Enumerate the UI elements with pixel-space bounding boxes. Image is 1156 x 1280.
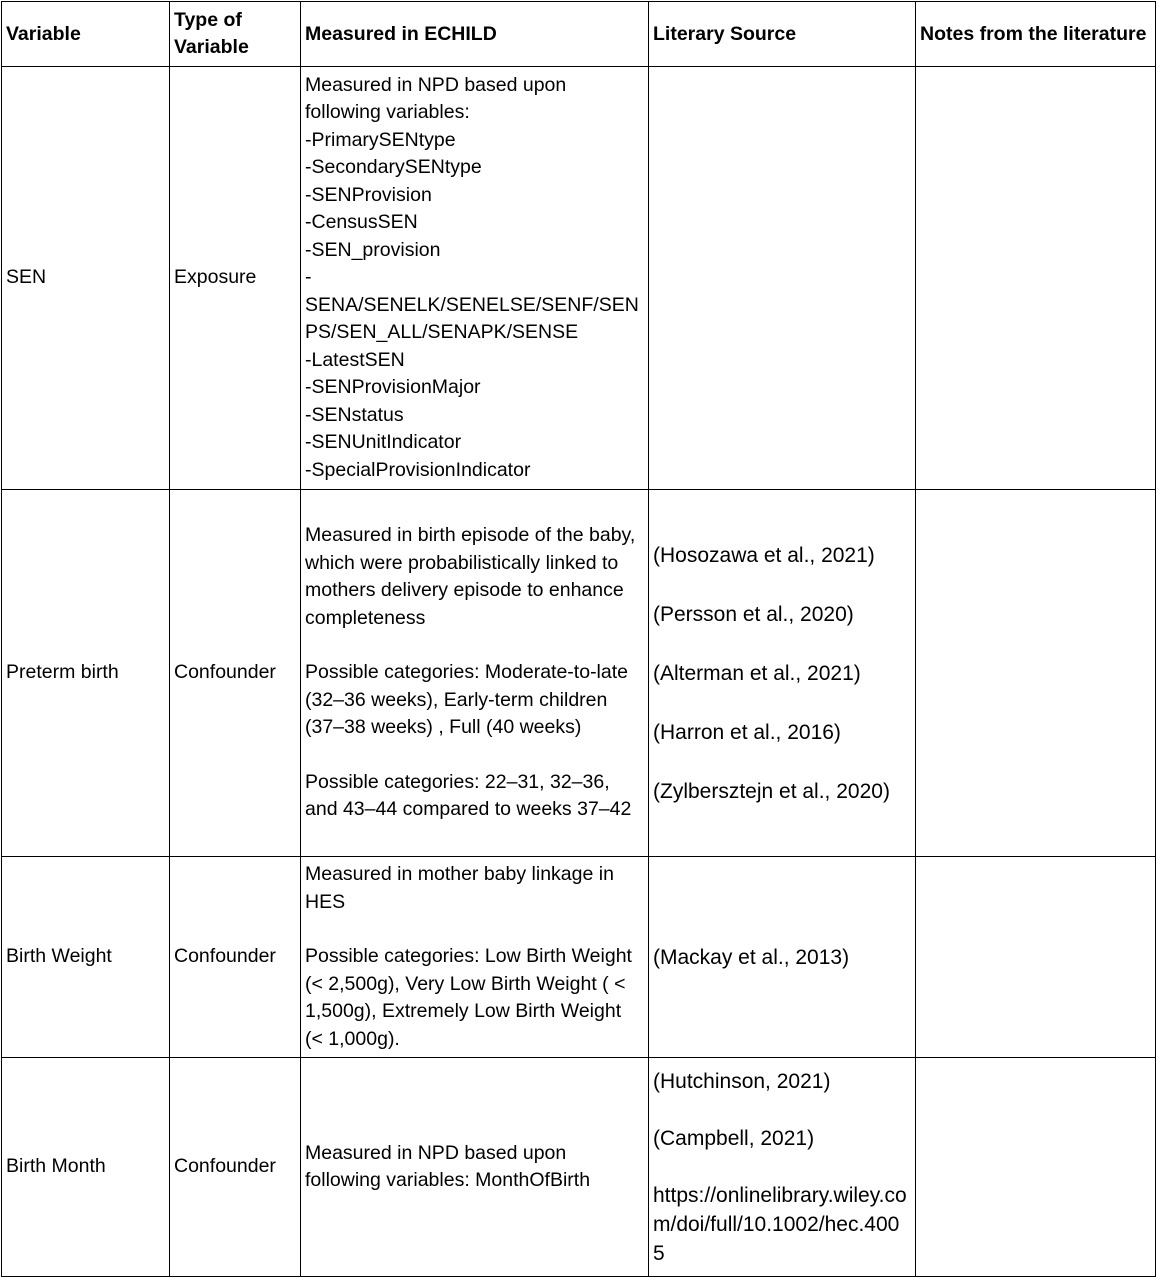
cell-notes	[916, 857, 1156, 1058]
cell-measured	[301, 857, 649, 1058]
cell-variable: Preterm birth	[2, 490, 170, 857]
cell-measured	[301, 490, 649, 857]
cell-type: Confounder	[170, 857, 301, 1058]
table-row	[2, 857, 1156, 1058]
measured-paragraph: Possible categories: Low Birth Weight (< 2,500g), Very Low Birth Weight ( < 1,500g), Extremely Low Birth Weight (< 1,000g).	[305, 945, 632, 1050]
measured-item: SENA/SENELK/SENELSE/SENF/SENPS/SEN_ALL/SENAPK/SENSE	[305, 293, 639, 344]
cell-sources	[649, 490, 916, 857]
measured-item: -CensusSEN	[305, 211, 418, 234]
header-type-of-variable: Type of Variable	[170, 2, 301, 67]
measured-item: -SENProvisionMajor	[305, 376, 481, 399]
header-literary-source: Literary Source	[649, 2, 916, 67]
measured-item: -SEN_provision	[305, 238, 441, 261]
source-citation: (Hutchinson, 2021)	[653, 1069, 831, 1093]
header-row	[2, 2, 1156, 67]
cell-measured	[301, 1058, 649, 1277]
cell-notes	[916, 67, 1156, 490]
cell-sources	[649, 857, 916, 1058]
cell-measured	[301, 67, 649, 490]
measured-paragraph: Measured in mother baby linkage in HES	[305, 863, 614, 913]
source-citation: (Persson et al., 2020)	[653, 602, 854, 626]
cell-notes	[916, 490, 1156, 857]
measured-item: -	[305, 266, 312, 289]
table-row	[2, 490, 1156, 857]
measured-item: -PrimarySENtype	[305, 128, 456, 151]
cell-variable: Birth Weight	[2, 857, 170, 1058]
measured-item: -SENstatus	[305, 403, 404, 426]
measured-paragraph: Measured in birth episode of the baby, which were probabilistically linked to mothers delivery episode to enhance completeness	[305, 524, 636, 629]
source-citation: (Hosozawa et al., 2021)	[653, 543, 875, 567]
table-row	[2, 67, 1156, 490]
cell-variable: SEN	[2, 67, 170, 490]
source-citation: (Harron et al., 2016)	[653, 720, 841, 744]
cell-type: Exposure	[170, 67, 301, 490]
variables-table	[1, 1, 1156, 1277]
header-notes: Notes from the literature	[916, 2, 1156, 67]
cell-notes	[916, 1058, 1156, 1277]
source-link[interactable]: https://onlinelibrary.wiley.com/doi/full/10.1002/hec.4005	[653, 1183, 907, 1265]
cell-type: Confounder	[170, 490, 301, 857]
table-row	[2, 1058, 1156, 1277]
measured-item: -SENProvision	[305, 183, 432, 206]
measured-intro: Measured in NPD based upon following variables:	[305, 73, 567, 124]
measured-paragraph: Possible categories: Moderate-to-late (32–36 weeks), Early-term children (37–38 weeks) , Full (40 weeks)	[305, 661, 628, 739]
measured-item: -SecondarySENtype	[305, 156, 482, 179]
header-variable: Variable	[2, 2, 170, 67]
measured-item: -SENUnitIndicator	[305, 431, 462, 454]
cell-variable: Birth Month	[2, 1058, 170, 1277]
source-citation: (Mackay et al., 2013)	[653, 945, 850, 969]
measured-item: -LatestSEN	[305, 348, 405, 371]
measured-item: -SpecialProvisionIndicator	[305, 458, 531, 481]
source-citation: (Alterman et al., 2021)	[653, 661, 861, 685]
measured-paragraph: Possible categories: 22–31, 32–36, and 43–44 compared to weeks 37–42	[305, 770, 632, 821]
cell-sources	[649, 1058, 916, 1277]
source-citation: (Campbell, 2021)	[653, 1126, 815, 1150]
cell-type: Confounder	[170, 1058, 301, 1277]
cell-sources	[649, 67, 916, 490]
header-measured-in-echild: Measured in ECHILD	[301, 2, 649, 67]
source-citation: (Zylbersztejn et al., 2020)	[653, 779, 890, 803]
measured-paragraph: Measured in NPD based upon following variables: MonthOfBirth	[305, 1141, 591, 1191]
